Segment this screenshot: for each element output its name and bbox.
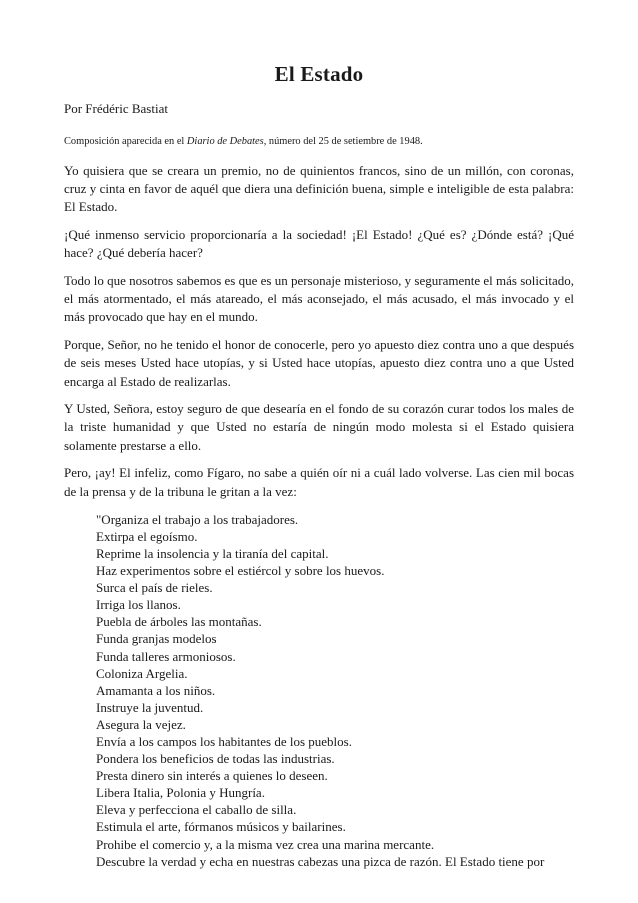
quote-line: Reprime la insolencia y la tiranía del capital. [96, 545, 329, 561]
quote-line: Extirpa el egoísmo. [96, 528, 198, 544]
quote-line: Coloniza Argelia. [96, 665, 188, 681]
quote-line: Prohibe el comercio y, a la misma vez crea una marina mercante. [96, 836, 435, 852]
quote-line: Puebla de árboles las montañas. [96, 614, 262, 630]
quote-line: Presta dinero sin interés a quienes lo deseen. [96, 768, 328, 784]
paragraph-5: Y Usted, Señora, estoy seguro de que desearía en el fondo de su corazón curar todos los males de la triste humanidad y que Usted no estaría de ningún modo molesta si el Estado quisiera solamente prestarse a ello. [64, 401, 574, 453]
publication-name: Diario de Debates [186, 136, 264, 147]
paragraph-4: Porque, Señor, no he tenido el honor de conocerle, pero yo apuesto diez contra uno a que después de seis meses Usted hace utopías, y si Usted hace utopías, apuesto diez contra uno a que Usted encarga al Estado de realizarlas. [64, 337, 574, 389]
quote-line: Haz experimentos sobre el estiércol y sobre los huevos. [96, 563, 385, 579]
note-suffix: , número del 25 de setiembre de 1948. [263, 136, 423, 147]
quote-line: Asegura la vejez. [96, 716, 186, 732]
quote-line: Funda talleres armoniosos. [96, 648, 236, 664]
quote-line: Estimula el arte, fórmanos músicos y bailarines. [96, 819, 346, 835]
author-line: Por Frédéric Bastiat [64, 101, 168, 116]
quote-line: Amamanta a los niños. [96, 682, 216, 698]
paragraph-2: ¡Qué inmenso servicio proporcionaría a la sociedad! ¡El Estado! ¿Qué es? ¿Dónde está? ¡Qué hace? ¿Qué debería hacer? [64, 227, 574, 261]
quote-line: Pondera los beneficios de todas las industrias. [96, 751, 335, 767]
quoted-demands-list [96, 511, 574, 870]
quote-line: Eleva y perfecciona el caballo de silla. [96, 802, 297, 818]
publication-note [64, 136, 574, 147]
paragraph-3: Todo lo que nosotros sabemos es que es un personaje misterioso, y seguramente el más solicitado, el más atormentado, el más atareado, el más aconsejado, el más acusado, el más invocado y el más provocado que hay en el mundo. [64, 273, 574, 325]
quote-line: Descubre la verdad y echa en nuestras cabezas una pizca de razón. El Estado tiene por [96, 853, 545, 869]
quote-line: Funda granjas modelos [96, 631, 217, 647]
note-prefix: Composición aparecida en el [64, 136, 187, 147]
quote-line: Surca el país de rieles. [96, 580, 213, 596]
quote-line: Envía a los campos los habitantes de los pueblos. [96, 733, 352, 749]
quote-line: Irriga los llanos. [96, 597, 181, 613]
paragraph-6: Pero, ¡ay! El infeliz, como Fígaro, no sabe a quién oír ni a cuál lado volverse. Las cien mil bocas de la prensa y de la tribuna le gritan a la vez: [64, 465, 574, 499]
document-title: El Estado [274, 62, 364, 86]
paragraph-1: Yo quisiera que se creara un premio, no de quinientos francos, sino de un millón, con coronas, cruz y cinta en favor de aquél que diera una definición buena, simple e inteligible de esta palabra: El Estado. [64, 163, 574, 215]
quote-line: "Organiza el trabajo a los trabajadores. [96, 511, 299, 527]
quote-line: Libera Italia, Polonia y Hungría. [96, 785, 265, 801]
quote-line: Instruye la juventud. [96, 699, 204, 715]
